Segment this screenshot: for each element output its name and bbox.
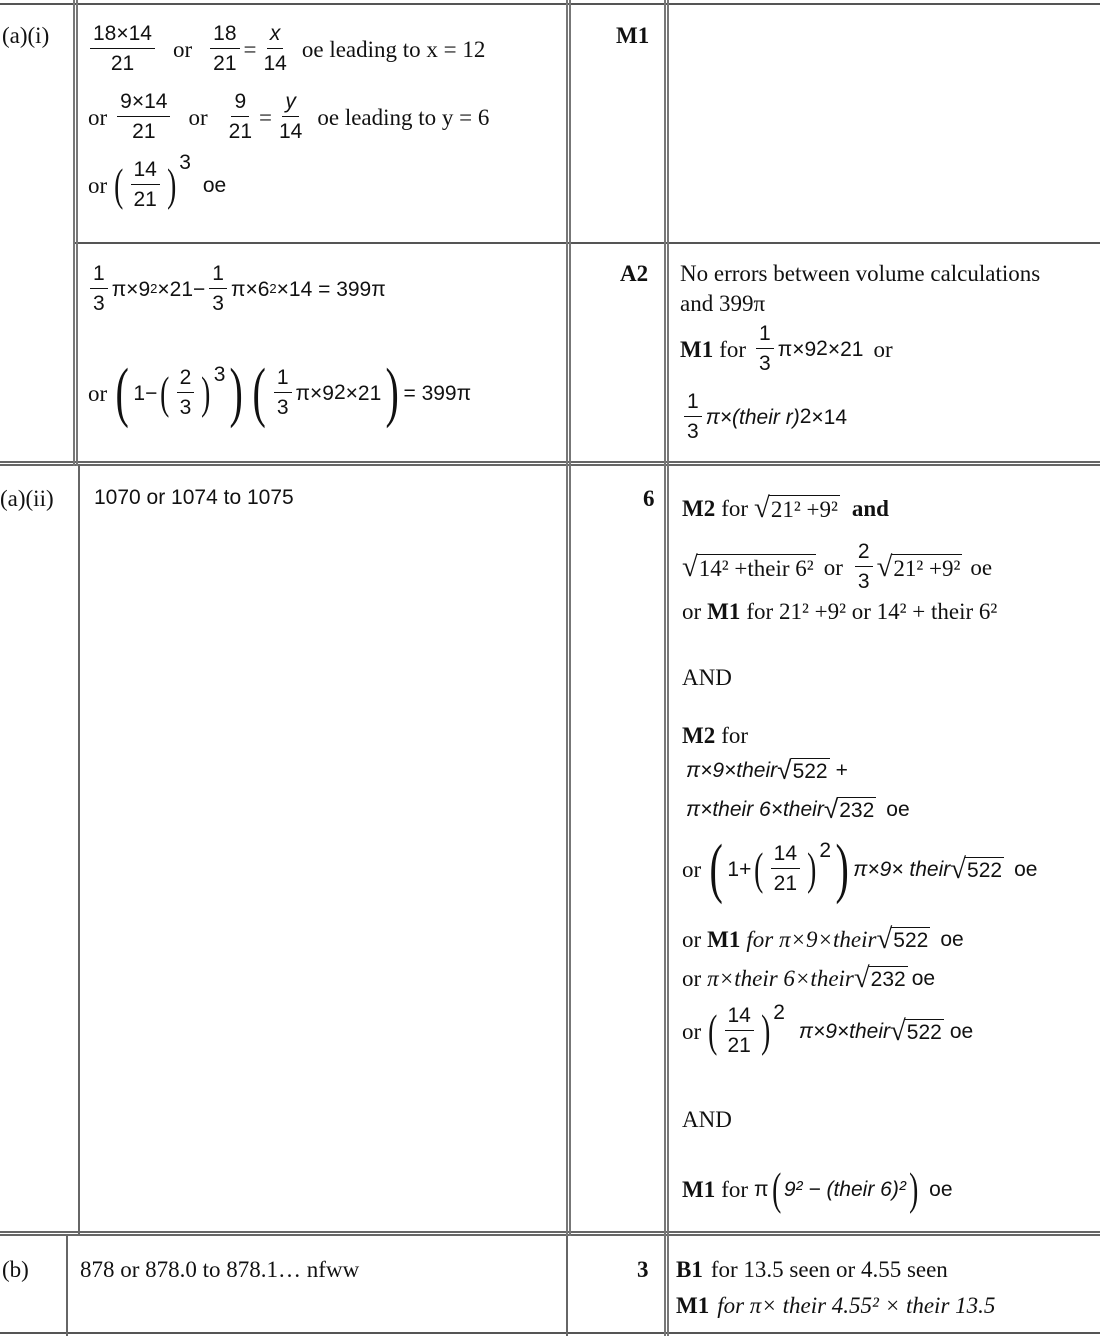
guidance-m1-area-3: or ( $\frac{14}{21}$ ) $^2$ π×9×their √ 522 oe [682,1001,974,1058]
volume-equation-alt: or ( 1− ( $\frac{2}{3}$ ) $^3$ ) ( $\frac{1}{3}$ π×9 2 ×21 ) = 399π [88,356,472,429]
and-separator: AND [682,1107,732,1132]
guidance-m1-base-area: M1 for π ( 9² − (their 6)² ) oe [682,1163,953,1214]
col-divider-answer [566,1236,568,1336]
table-bottom-border [0,1332,1100,1334]
mark-m1: M1 [616,23,650,48]
part-label: (a)(ii) [0,486,54,511]
guidance-area-alt: or ( 1+ ( $\frac{14}{21}$ ) $^2$ ) π×9× their √ 522 oe [682,832,1038,905]
guidance-m1-line-2: $\frac{1}{3}$ π×(their r) 2 ×14 [680,390,847,444]
guidance-m1-volume: M1 for π× their 4.55² × their 13.5 [676,1293,996,1318]
part-label: (b) [2,1257,29,1282]
row-divider-a-i [75,242,1100,244]
guidance-area-line: π×their 6×their √ 232 oe [686,794,910,824]
answer-line-y: or $\frac{9\times 14}{21}$ or $\frac{9}{21}$ = $\frac{y}{14}$ oe leading to y = 6 [88,90,490,144]
guidance-line: and 399π [680,291,766,316]
answer-line-x: $\frac{18\times 14}{21}$ or $\frac{18}{21}$ = $\frac{x}{14}$ oe leading to x = 12 [86,22,485,76]
guidance-m1-area: or M1 for π×9×their √ 522 oe [682,923,964,955]
final-answer: 1070 or 1074 to 1075 [94,486,294,509]
col-divider-mark [664,0,669,1336]
guidance-slant-alt: √ 14² +their 6² or $\frac{2}{3}$ √ 21² +9² oe [682,540,993,594]
guidance-m2-area: M2 for [682,723,749,748]
guidance-m1-slant: or M1 for 21² +9² or 14² + their 6² [682,599,998,624]
guidance-b1: B1 for 13.5 seen or 4.55 seen [676,1257,948,1282]
mark-a2: A2 [620,261,649,286]
col-divider-part [78,466,80,1234]
guidance-area-line: π×9×their √ 522 + [686,755,848,785]
table-top-border [0,3,1100,5]
answer-line-ratio-cubed: or ( $\frac{14}{21}$ ) $^3$ oe [88,151,227,212]
guidance-m2-slant: M2 for √ 21² +9² and [682,492,889,524]
mark-total: 3 [637,1257,649,1282]
volume-equation: $\frac{1}{3}$ π×9 2 ×21− $\frac{1}{3}$ π×6 2 ×14 = 399π [86,262,386,316]
col-divider-answer [566,0,571,1236]
guidance-line: No errors between volume calculations [680,261,1041,286]
guidance-m1-area-2: or π×their 6×their √ 232 oe [682,962,936,994]
row-divider-b [0,1231,1100,1236]
mark-total: 6 [643,486,655,511]
col-divider-part [73,0,78,466]
row-divider-a-ii [0,461,1100,466]
part-label: (a)(i) [2,23,50,48]
and-separator: AND [682,665,732,690]
final-answer: 878 or 878.0 to 878.1… nfww [80,1257,360,1282]
col-divider-part [66,1236,68,1336]
guidance-m1-line: M1 for $\frac{1}{3}$ π×9 2 ×21 or [680,322,893,376]
